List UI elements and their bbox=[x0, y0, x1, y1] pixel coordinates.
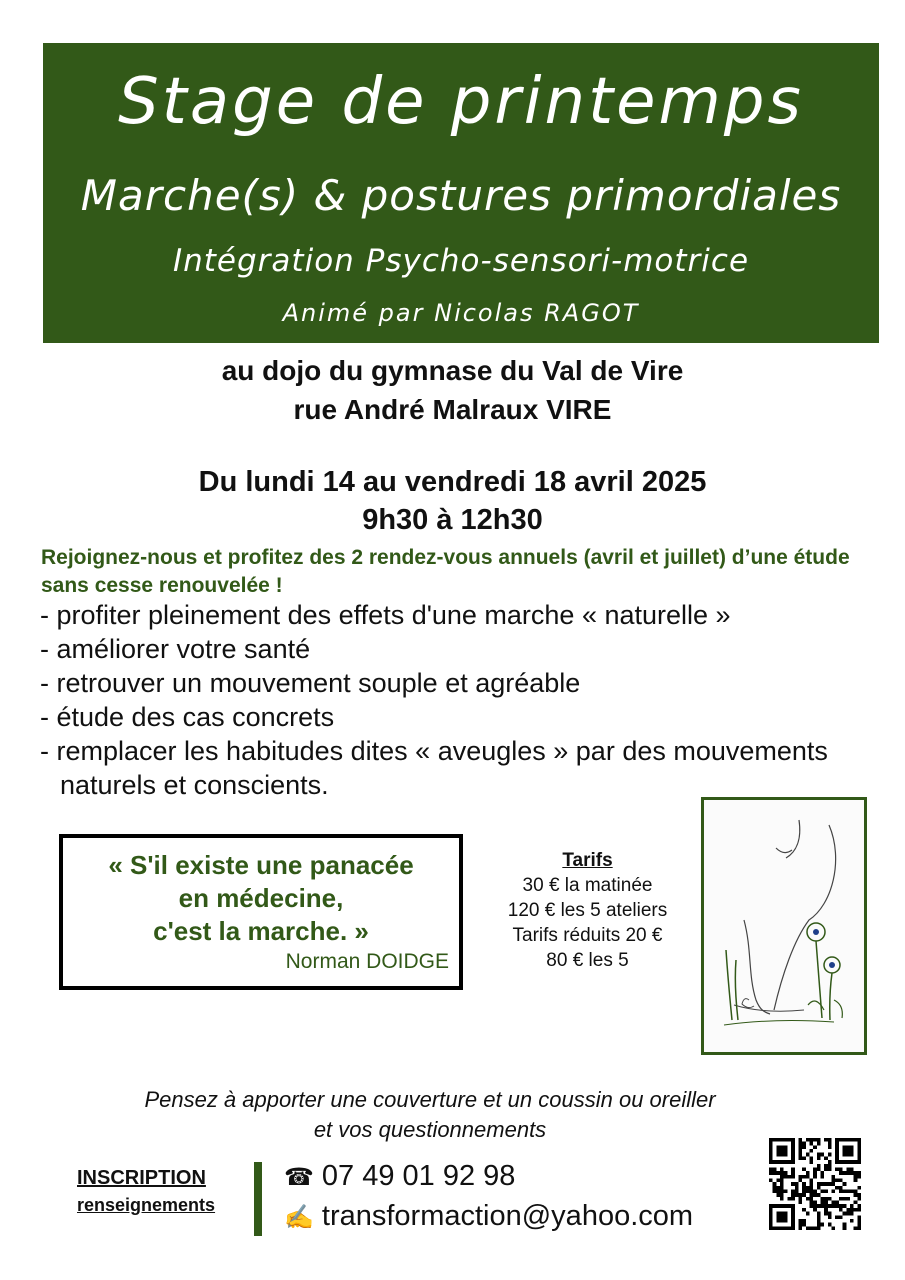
quote-line-2: en médecine, bbox=[178, 883, 344, 913]
inscription-label: INSCRIPTION bbox=[77, 1167, 206, 1189]
reminder-line-1: Pensez à apporter une couverture et un coussin ou oreiller bbox=[144, 1087, 716, 1112]
list-item: - remplacer les habitudes dites « aveugles » par des mouvements naturels et conscients. bbox=[40, 736, 828, 800]
quote-author: Norman DOIDGE bbox=[285, 950, 449, 973]
quote-box bbox=[59, 834, 463, 990]
phone-contact[interactable] bbox=[284, 1160, 515, 1193]
tarif-line: Tarifs réduits 20 € bbox=[512, 925, 663, 946]
email-address[interactable]: transformaction@yahoo.com bbox=[321, 1200, 694, 1232]
title-banner bbox=[43, 43, 879, 343]
benefits-list bbox=[40, 598, 880, 802]
reminder-line-2: et vos questionnements bbox=[313, 1117, 547, 1142]
tarif-line: 80 € les 5 bbox=[546, 950, 629, 971]
figure-drawing-icon bbox=[704, 800, 864, 1052]
venue-line-1: au dojo du gymnase du Val de Vire bbox=[221, 355, 684, 386]
divider bbox=[254, 1162, 262, 1236]
list-item: - étude des cas concrets bbox=[40, 702, 335, 732]
intro-text: Rejoignez-nous et profitez des 2 rendez-vous annuels (avril et juillet) d’une étude sans cesse renouvelée ! bbox=[41, 546, 850, 597]
phone-icon: ☎ bbox=[284, 1164, 314, 1191]
banner-theme: Intégration Psycho-sensori-motrice bbox=[172, 243, 750, 279]
event-dates: Du lundi 14 au vendredi 18 avril 2025 bbox=[198, 466, 707, 498]
renseignements-label: renseignements bbox=[77, 1195, 216, 1215]
email-contact[interactable] bbox=[284, 1200, 693, 1233]
tarifs-block bbox=[480, 848, 695, 973]
list-item: - profiter pleinement des effets d'une marche « naturelle » bbox=[40, 600, 731, 630]
pen-icon: ✍ bbox=[284, 1204, 314, 1231]
banner-subtitle: Marche(s) & postures primordiales bbox=[80, 171, 842, 220]
figure-drawing bbox=[701, 797, 867, 1055]
qr-code-icon bbox=[769, 1138, 861, 1230]
quote-line-3: c'est la marche. » bbox=[153, 916, 369, 946]
tarifs-title: Tarifs bbox=[562, 850, 613, 871]
qr-code[interactable] bbox=[769, 1138, 861, 1230]
tarif-line: 30 € la matinée bbox=[522, 875, 653, 896]
venue-line-2: rue André Malraux VIRE bbox=[293, 394, 612, 425]
phone-number[interactable]: 07 49 01 92 98 bbox=[321, 1160, 516, 1192]
quote-line-1: « S'il existe une panacée bbox=[108, 850, 414, 880]
banner-host: Animé par Nicolas RAGOT bbox=[282, 299, 640, 327]
list-item: - retrouver un mouvement souple et agréable bbox=[40, 668, 581, 698]
tarif-line: 120 € les 5 ateliers bbox=[507, 900, 668, 921]
event-hours: 9h30 à 12h30 bbox=[362, 504, 543, 536]
banner-title: Stage de printemps bbox=[118, 65, 804, 139]
list-item: - améliorer votre santé bbox=[40, 634, 311, 664]
